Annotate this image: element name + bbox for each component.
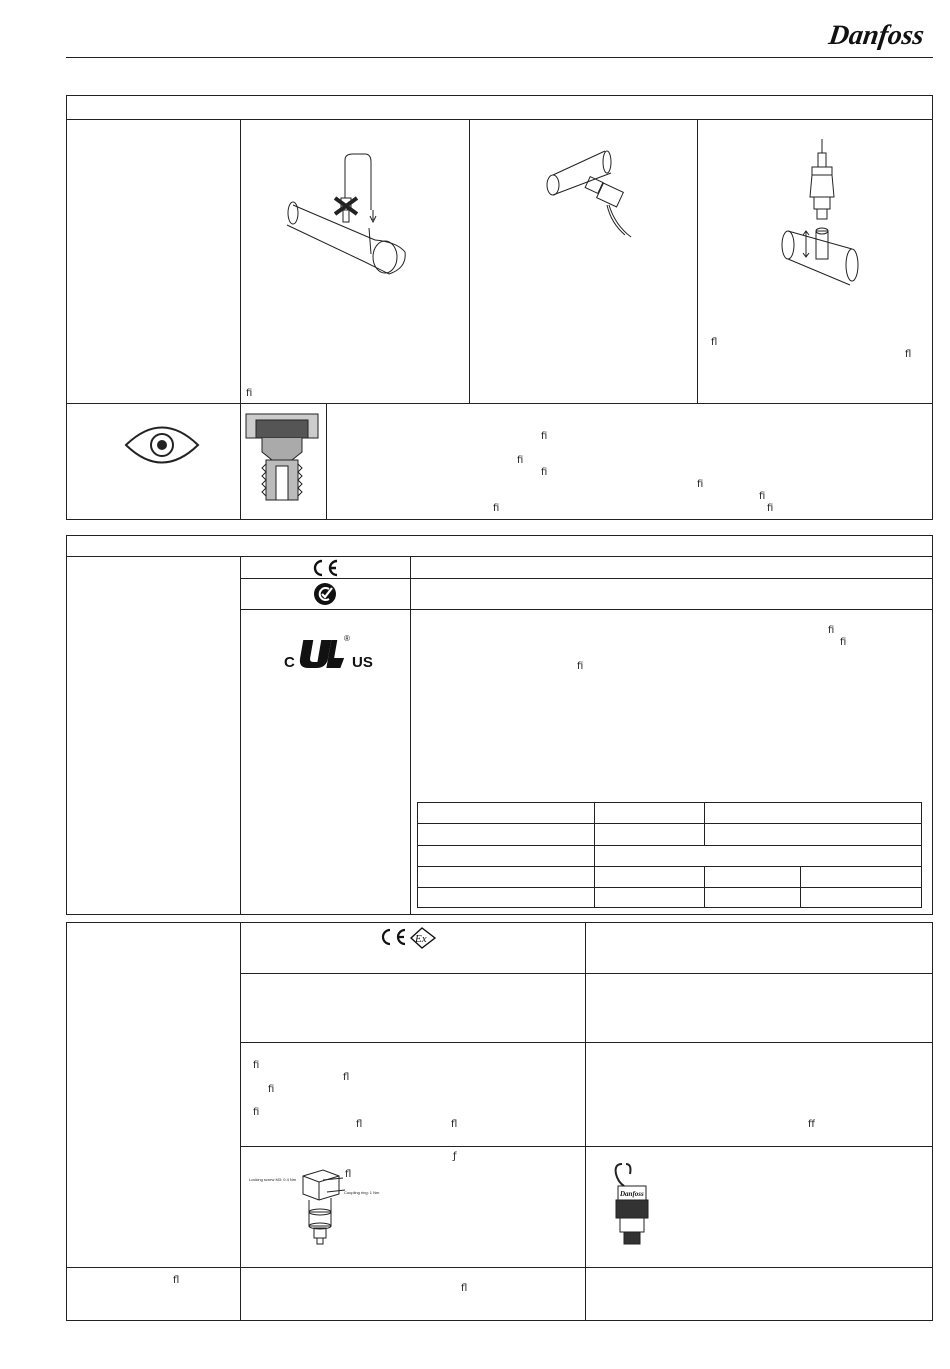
bottom-label-fragment: ﬂ [173, 1275, 180, 1286]
c-tick-mark-icon [313, 582, 337, 606]
port-cross-section-illustration [244, 412, 320, 512]
connector-brand: Danfoss [620, 1190, 644, 1198]
table-row-divider [417, 887, 922, 888]
table-column-divider [704, 866, 705, 908]
ul-mark [284, 634, 378, 674]
ce-ex-mark-icon [380, 927, 440, 949]
inspection-text-fragment: ﬁ [767, 503, 774, 514]
row-divider [66, 1267, 933, 1268]
atex-text-fragment: ﬁ [253, 1060, 260, 1071]
bottom-text-fragment: ﬂ [461, 1283, 468, 1294]
table-row-divider [417, 866, 922, 867]
row-divider [240, 609, 933, 610]
column-divider [469, 119, 470, 403]
panel1-text-fragment: ﬁ [246, 388, 253, 399]
atex-text-fragment: ﬁ [268, 1084, 275, 1095]
column-divider [240, 119, 241, 520]
atex-section [66, 922, 933, 1321]
brand-text: Danfoss [826, 20, 927, 51]
ul-mark-c: C [284, 654, 295, 671]
atex-text-fragment: ﬂ [451, 1119, 458, 1130]
column-divider [240, 922, 241, 1321]
ul-logo-icon [300, 636, 344, 670]
pipe-mount-angled-illustration [545, 145, 645, 245]
coupling-ring-callout: Coupling ring: 1 Nm [344, 1190, 380, 1195]
pipe-mount-wrong-illustration [285, 150, 425, 285]
row-divider [240, 1042, 933, 1043]
table-column-divider [800, 866, 801, 908]
atex-text-fragment: ﬀ [808, 1119, 815, 1130]
plug-connector-illustration [295, 1168, 355, 1248]
table-row-divider [417, 823, 922, 824]
atex-text-fragment: ƒ [453, 1151, 457, 1162]
inspection-text-fragment: ﬁ [541, 431, 548, 442]
atex-text-fragment: ﬁ [253, 1107, 260, 1118]
svg-text:Ex: Ex [415, 933, 427, 945]
pipe-boss-illustration [780, 135, 880, 285]
danfoss-logo [826, 14, 934, 52]
danfoss-logo-svg [826, 14, 934, 52]
approvals-table [417, 802, 922, 908]
approval-text-fragment: ﬁ [577, 661, 584, 672]
table-column-divider [704, 802, 705, 845]
header-rule [66, 57, 933, 58]
column-divider [326, 403, 327, 520]
table-column-divider [594, 802, 595, 908]
row-divider [66, 403, 933, 404]
atex-text-fragment: ﬂ [343, 1072, 350, 1083]
inspection-text-fragment: ﬁ [493, 503, 500, 514]
table-row-divider [417, 845, 922, 846]
inspection-text-fragment: ﬁ [697, 479, 704, 490]
section-header-divider [66, 556, 933, 557]
atex-text-fragment: ﬂ [356, 1119, 363, 1130]
inspection-text-fragment: ﬁ [541, 467, 548, 478]
eye-icon [124, 422, 200, 468]
inspection-text-fragment: ﬁ [517, 455, 524, 466]
inspection-text-fragment: ﬁ [759, 491, 766, 502]
registered-mark: ® [344, 634, 350, 643]
approval-text-fragment: ﬁ [840, 637, 847, 648]
row-divider [240, 973, 933, 974]
column-divider [585, 922, 586, 1321]
ul-mark-us: US [352, 654, 373, 671]
connector-illustration [612, 1160, 662, 1255]
locking-screw-callout: Locking screw M3: 0.4 Nm [249, 1177, 297, 1182]
ce-mark-icon [310, 559, 340, 577]
atex-text-fragment: ﬂ [345, 1169, 352, 1180]
section-header-divider [66, 119, 933, 120]
row-divider [240, 1146, 933, 1147]
row-divider [240, 578, 933, 579]
approval-text-fragment: ﬁ [828, 625, 835, 636]
panel3-text-fragment: ﬂ [711, 337, 718, 348]
column-divider [697, 119, 698, 403]
panel3-text-fragment: ﬂ [905, 349, 912, 360]
